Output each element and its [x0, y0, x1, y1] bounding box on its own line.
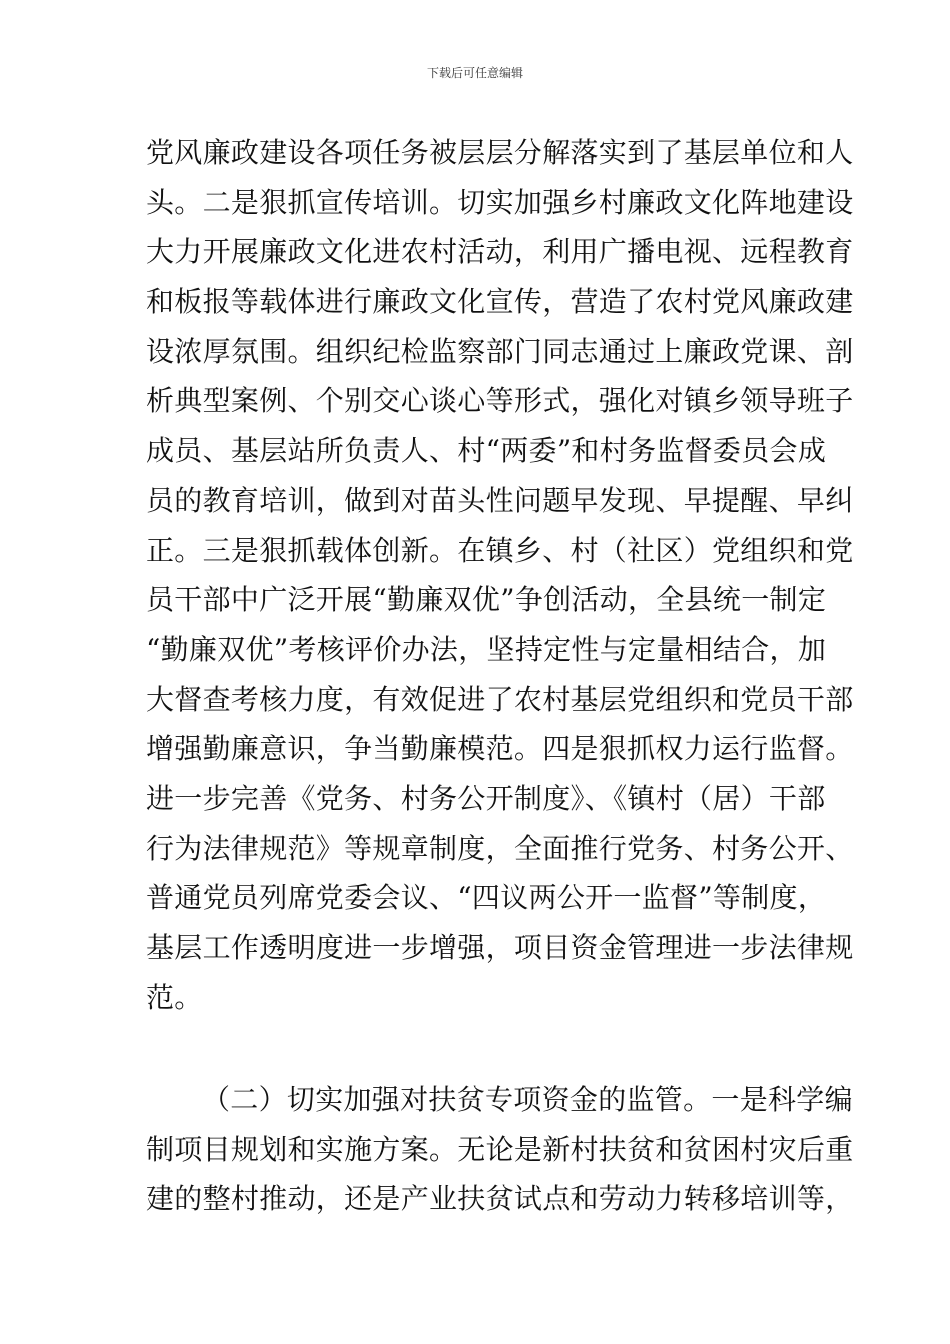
- text-line: 范。: [146, 980, 203, 1014]
- text-line: 进一步完善《党务、村务公开制度》、《镇村（居）干部: [146, 781, 826, 815]
- text-line: “勤廉双优”考核评价办法，坚持定性与定量相结合，加: [146, 632, 827, 666]
- text-line: 行为法律规范》等规章制度，全面推行党务、村务公开、: [146, 831, 854, 865]
- text-line: 设浓厚氛围。组织纪检监察部门同志通过上廉政党课、剖: [146, 334, 854, 368]
- text-line: 建的整村推动，还是产业扶贫试点和劳动力转移培训等，: [146, 1182, 854, 1216]
- paragraph-2: [146, 1075, 854, 1224]
- text-line: 员干部中广泛开展“勤廉双优”争创活动，全县统一制定: [146, 583, 827, 617]
- text-line: 增强勤廉意识，争当勤廉模范。四是狠抓权力运行监督。: [146, 732, 854, 766]
- text-line: 党风廉政建设各项任务被层层分解落实到了基层单位和人: [146, 136, 854, 169]
- paragraph-1: [146, 128, 854, 1022]
- text-line: 头。二是狠抓宣传培训。切实加强乡村廉政文化阵地建设: [146, 185, 854, 219]
- text-line: 大力开展廉政文化进农村活动，利用广播电视、远程教育: [146, 235, 854, 269]
- text-line: 普通党员列席党委会议、“四议两公开一监督”等制度，: [146, 881, 827, 915]
- text-line: 基层工作透明度进一步增强，项目资金管理进一步法律规: [146, 931, 854, 964]
- text-line: 析典型案例、个别交心谈心等形式，强化对镇乡领导班子: [146, 384, 854, 418]
- text-line: 制项目规划和实施方案。无论是新村扶贫和贫困村灾后重: [146, 1132, 854, 1166]
- text-line: 员的教育培训，做到对苗头性问题早发现、早提醒、早纠: [146, 483, 854, 517]
- text-line: 和板报等载体进行廉政文化宣传，营造了农村党风廉政建: [146, 285, 854, 319]
- text-line: 成员、基层站所负责人、村“两委”和村务监督委员会成: [146, 434, 827, 468]
- text-line: 大督查考核力度，有效促进了农村基层党组织和党员干部: [146, 682, 854, 716]
- page-header: 下载后可任意编辑: [426, 66, 523, 80]
- text-line: 正。三是狠抓载体创新。在镇乡、村（社区）党组织和党: [146, 533, 854, 567]
- text-line-first: （二）切实加强对扶贫专项资金的监管。一是科学编: [202, 1083, 853, 1116]
